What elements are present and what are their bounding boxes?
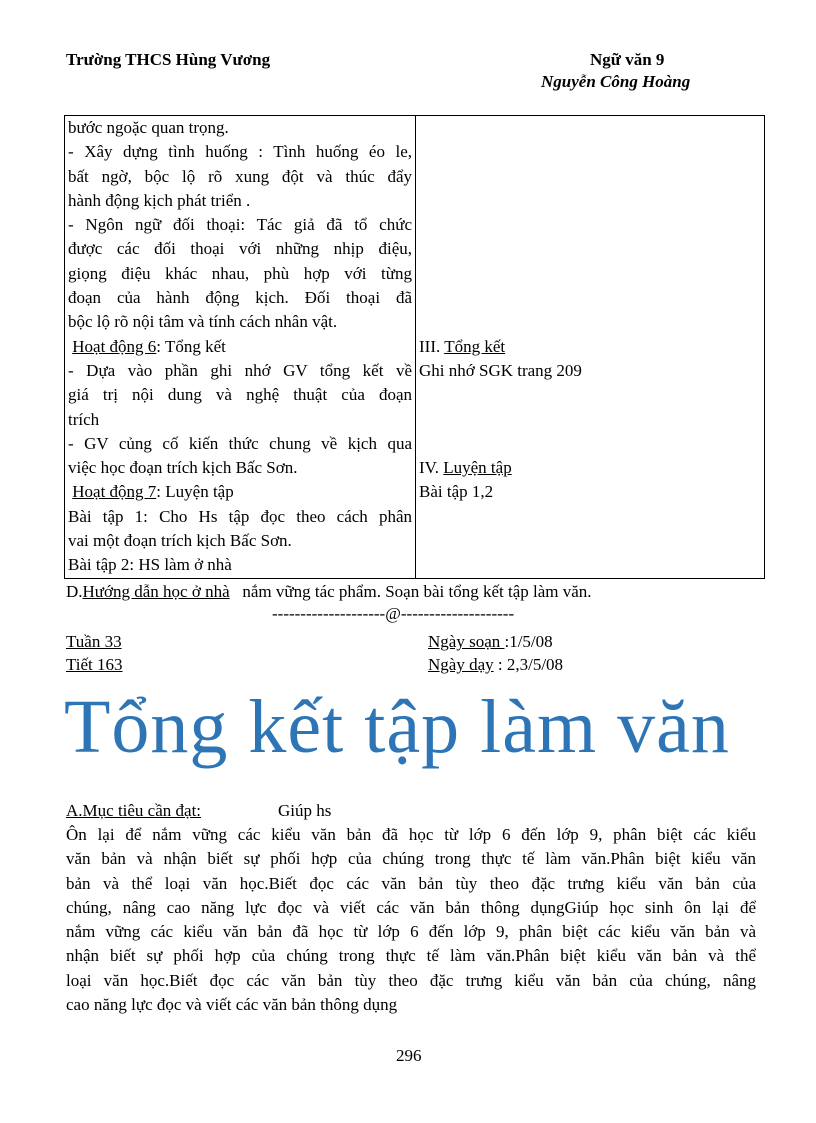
- paragraph-line: văn bản và nhận biết sự phối hợp của chúng trong thực tế làm văn.Phân biệt kiểu văn: [66, 849, 756, 869]
- paragraph-line: cao năng lực đọc và viết các văn bản thông dụng: [66, 995, 398, 1015]
- section-3-title: Tổng kết: [444, 336, 506, 356]
- paragraph-line: nắm vững các kiểu văn bản đã học từ lớp 6 đến lớp 9, phân biệt các kiểu văn bản và: [66, 922, 756, 942]
- separator: --------------------@--------------------: [272, 604, 515, 623]
- table-line: việc học đoạn trích kịch Bấc Sơn.: [68, 458, 298, 478]
- objectives-intro: Giúp hs: [278, 801, 332, 820]
- table-line: bất ngờ, bộc lộ rõ xung đột và thúc đẩy: [68, 166, 412, 186]
- paragraph-line: Ôn lại để nắm vững các kiểu văn bản đã học từ lớp 6 đến lớp 9, phân biệt các kiểu: [66, 825, 756, 844]
- prep-date-label: Ngày soạn: [428, 632, 505, 651]
- teach-date: [428, 655, 563, 675]
- homework-text: nắm vững tác phẩm. Soạn bài tổng kết tập làm văn.: [229, 582, 592, 601]
- homework-prefix: D.: [66, 582, 83, 601]
- period-label: Tiết 163: [66, 655, 123, 674]
- table-row: [65, 116, 765, 579]
- lesson-title: Tổng kết tập làm văn: [64, 685, 730, 769]
- teacher-name: Nguyễn Công Hoàng: [541, 72, 691, 91]
- section-3-heading: [419, 335, 761, 359]
- table-line: - Dựa vào phần ghi nhớ GV tổng kết về: [68, 360, 412, 380]
- objectives-label-text: A.Mục tiêu cần đạt:: [66, 801, 202, 820]
- page-number: 296: [396, 1046, 422, 1065]
- prep-date: [428, 632, 553, 652]
- lesson-table: [64, 115, 765, 579]
- homework-label: Hướng dẫn học ở nhà: [82, 582, 230, 601]
- table-line: - Xây dựng tình huống : Tình huống éo le,: [68, 142, 412, 162]
- paragraph-line: loại văn học.Biết đọc các văn bản tùy theo đặc trưng kiểu văn bản của chúng, nâng: [66, 970, 756, 990]
- section-4-body: Bài tập 1,2: [419, 482, 494, 502]
- table-line: giá trị nội dung và nghệ thuật của đoạn: [68, 385, 412, 405]
- table-line: hành động kịch phát triển .: [68, 190, 251, 210]
- paragraph-line: nhận biết sự phối hợp của chúng trong thực tế làm văn.Phân biệt kiểu văn bản và thể: [66, 946, 756, 966]
- section-3-body: Ghi nhớ SGK trang 209: [419, 360, 582, 380]
- activity-7-title: : Luyện tập: [156, 482, 234, 502]
- section-4-number: IV.: [419, 458, 444, 478]
- table-line: trích: [68, 409, 100, 429]
- activity-6-title: : Tổng kết: [156, 336, 226, 356]
- section-3-number: III.: [419, 336, 445, 356]
- activity-6-label: Hoạt động 6: [72, 336, 157, 356]
- homework-line: [66, 582, 592, 602]
- section-4-heading: [419, 456, 761, 480]
- activity-7-heading: [68, 480, 412, 504]
- content-cell: [416, 116, 765, 579]
- paragraph-line: bản và thể loại văn học.Biết đọc các văn bản tùy theo đặc trưng kiểu văn bản của: [66, 873, 756, 893]
- activity-6-heading: [68, 335, 412, 359]
- table-line: được các đối thoại với những nhịp điệu,: [68, 239, 412, 259]
- subject-label: Ngữ văn 9: [590, 50, 665, 69]
- table-line: giọng điệu khác nhau, phù hợp với từng: [68, 263, 412, 283]
- activity-7-label: Hoạt động 7: [72, 482, 157, 502]
- objectives-paragraph: [66, 823, 756, 1017]
- table-line: vai một đoạn trích kịch Bấc Sơn.: [68, 531, 292, 551]
- table-line: - GV củng cố kiến thức chung về kịch qua: [68, 433, 412, 453]
- objectives-label: [66, 801, 201, 821]
- table-line: đoạn của hành động kịch. Đối thoại đã: [68, 288, 412, 308]
- paragraph-line: chúng, nâng cao năng lực đọc và viết các văn bản thông dụngGiúp học sinh ôn lại để: [66, 897, 756, 917]
- table-line: Bài tập 2: HS làm ở nhà: [68, 555, 232, 575]
- teach-date-label: Ngày dạy: [428, 655, 494, 674]
- table-line: - Ngôn ngữ đối thoại: Tác giả đã tổ chức: [68, 215, 412, 235]
- week-label: Tuần 33: [66, 632, 122, 651]
- table-line: bước ngoặc quan trọng.: [68, 118, 229, 137]
- prep-date-value: :1/5/08: [504, 632, 553, 651]
- table-line: Bài tập 1: Cho Hs tập đọc theo cách phân: [68, 506, 412, 526]
- teach-date-value: : 2,3/5/08: [493, 655, 564, 674]
- school-name: Trường THCS Hùng Vương: [66, 50, 271, 69]
- section-4-title: Luyện tập: [443, 458, 512, 478]
- teacher-activities-cell: [65, 116, 416, 579]
- table-line: bộc lộ rõ nội tâm và tính cách nhân vật.: [68, 312, 338, 332]
